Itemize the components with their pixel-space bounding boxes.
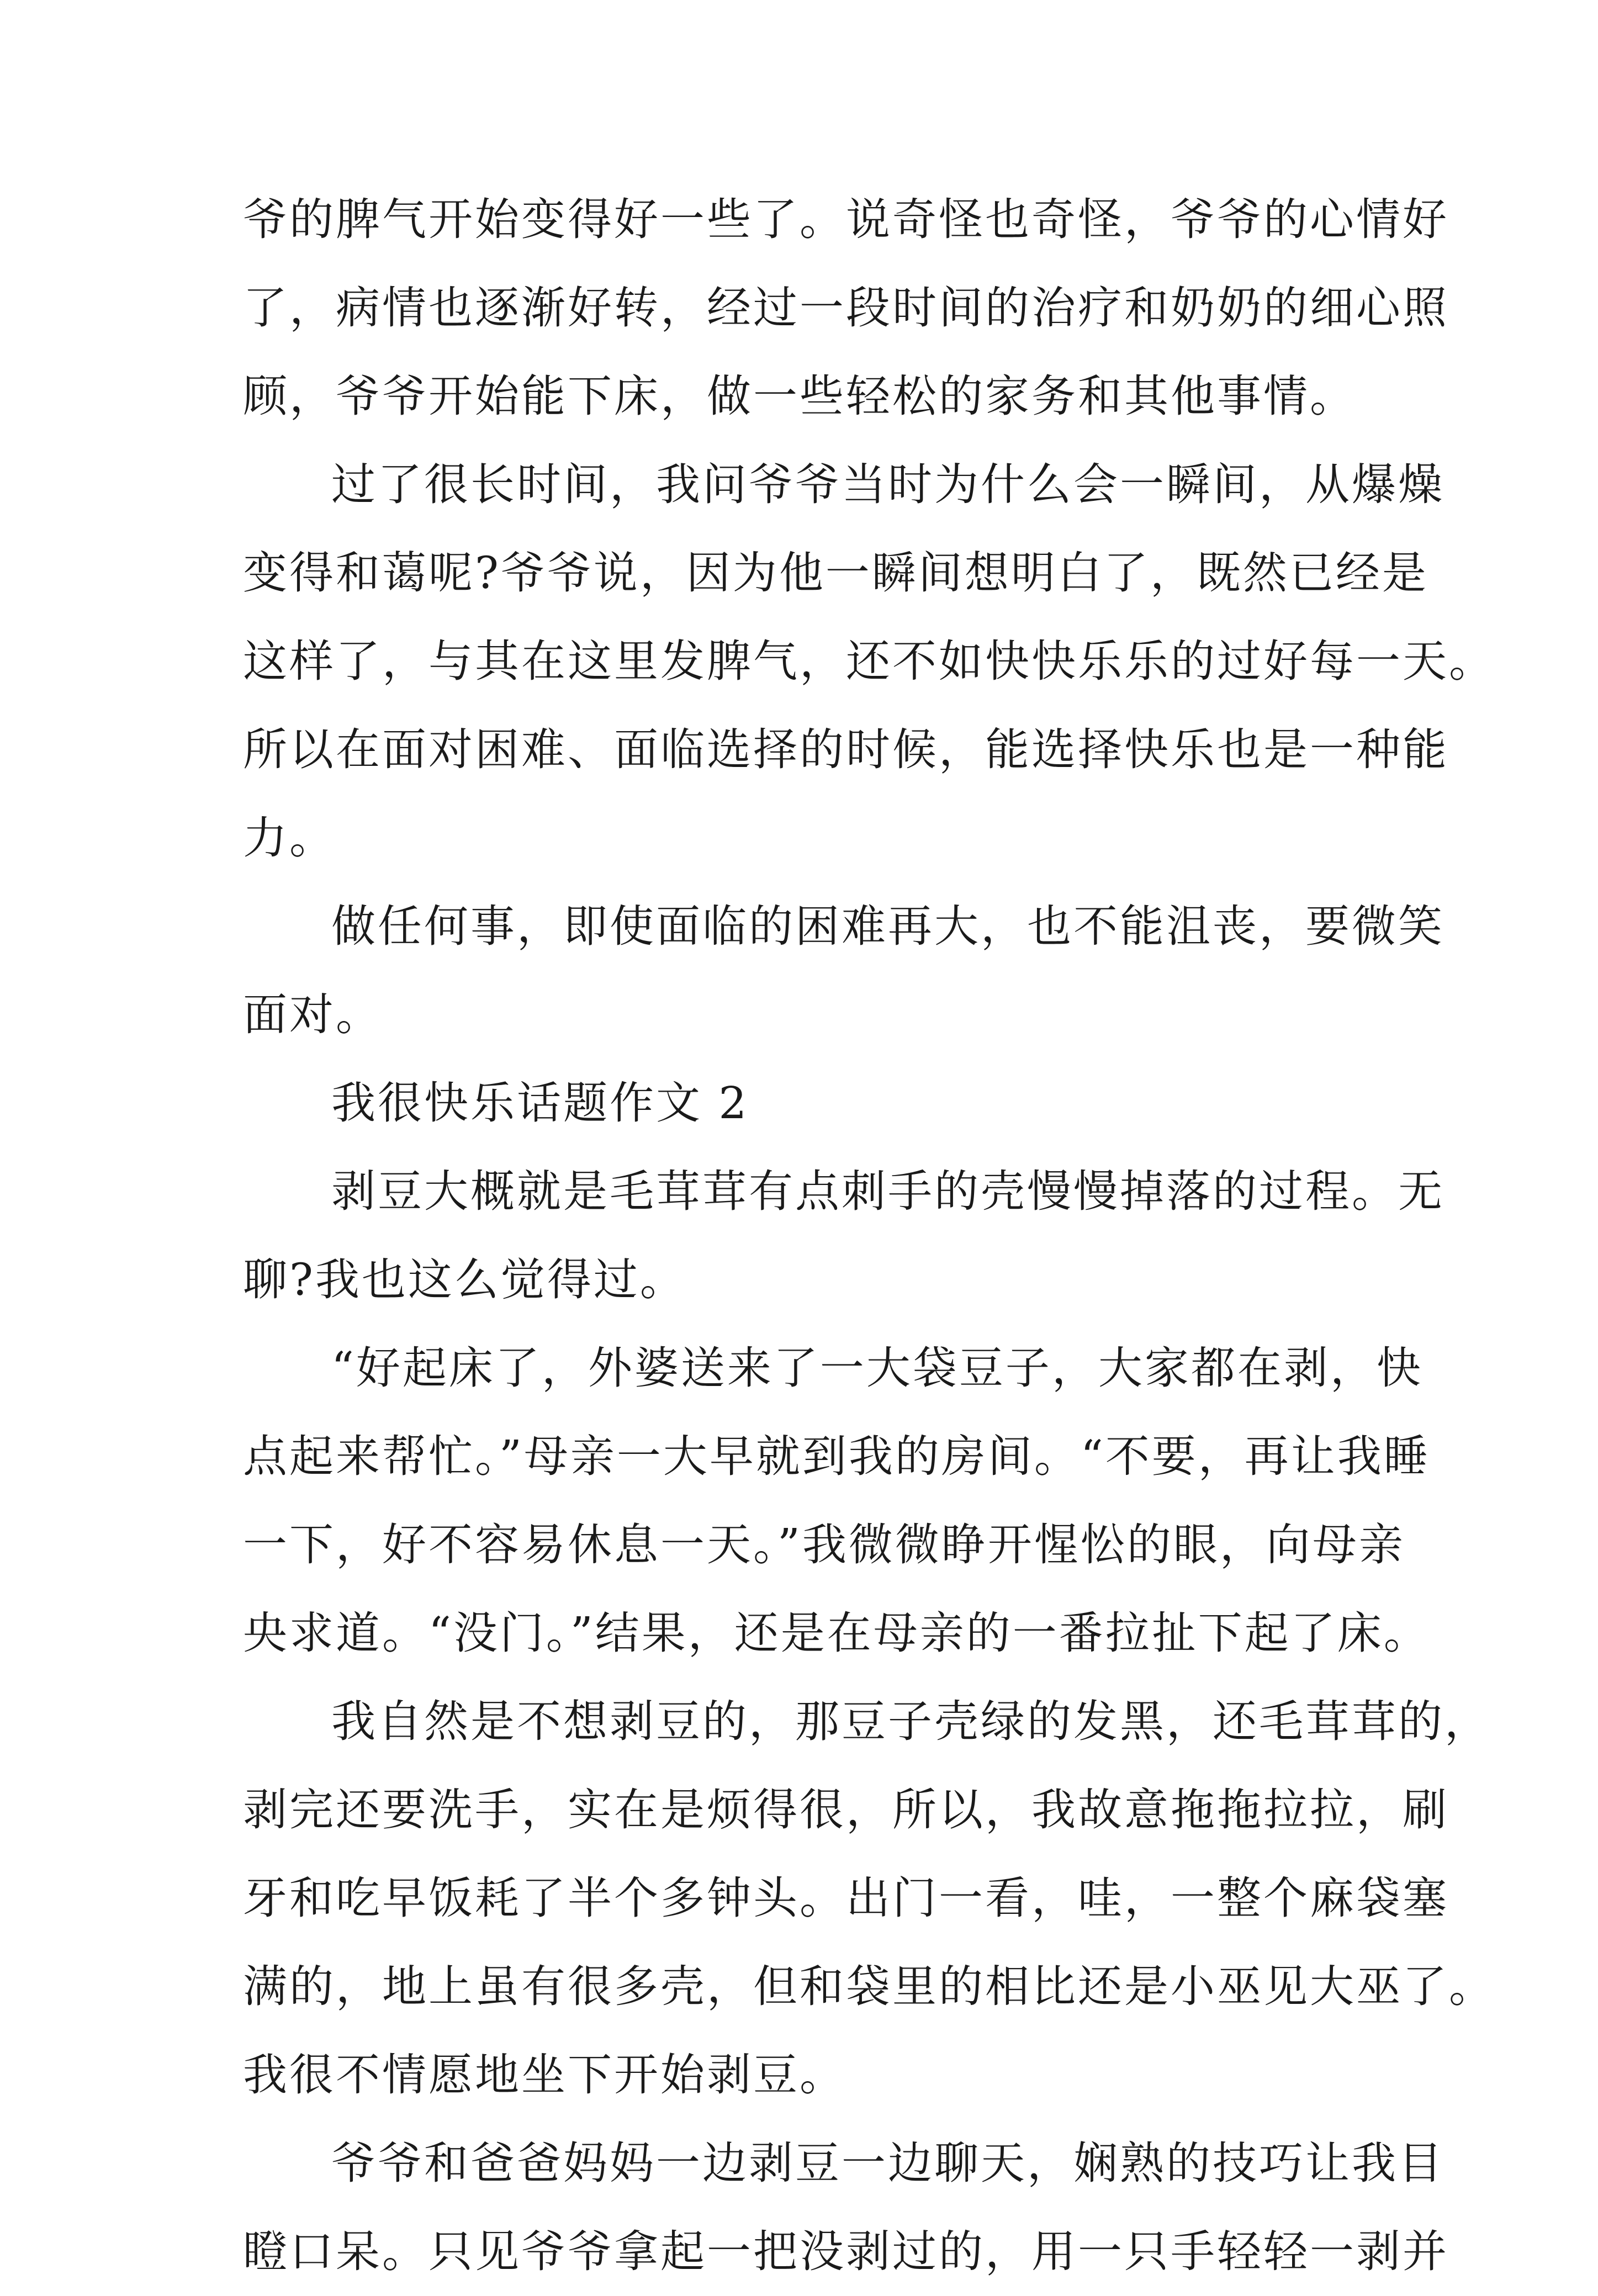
text-line: 这样了，与其在这里发脾气，还不如快快乐乐的过好每一天。: [243, 636, 1495, 687]
text-line: 我很不情愿地坐下开始剥豆。: [243, 2049, 846, 2101]
text-line: 所以在面对困难、面临选择的时候，能选择快乐也是一种能: [243, 724, 1449, 775]
paragraph-start-line: 过了很长时间，我问爷爷当时为什么会一瞬间，从爆燥: [331, 459, 1444, 510]
document-body: [243, 176, 1495, 2296]
text-line: 面对。: [243, 989, 382, 1040]
paragraph-start-line: 爷爷和爸爸妈妈一边剥豆一边聊天，娴熟的技巧让我目: [331, 2138, 1444, 2189]
text-line: 剥完还要洗手，实在是烦得很，所以，我故意拖拖拉拉，刷: [243, 1784, 1449, 1835]
paragraph-start-line: 做任何事，即使面临的困难再大，也不能沮丧，要微笑: [331, 901, 1444, 952]
paragraph-start-line: “好起床了，外婆送来了一大袋豆子，大家都在剥，快: [331, 1342, 1423, 1394]
text-line: 聊?我也这么觉得过。: [243, 1254, 686, 1305]
text-line: 一下，好不容易休息一天。”我微微睁开惺忪的眼，向母亲: [243, 1519, 1405, 1570]
text-line: 爷的脾气开始变得好一些了。说奇怪也奇怪，爷爷的心情好: [243, 194, 1449, 245]
text-line: 满的，地上虽有很多壳，但和袋里的相比还是小巫见大巫了。: [243, 1961, 1495, 2012]
text-line: 力。: [243, 812, 336, 864]
text-line: 顾，爷爷开始能下床，做一些轻松的家务和其他事情。: [243, 371, 1356, 422]
text-line: 瞪口呆。只见爷爷拿起一把没剥过的，用一只手轻轻一剥并: [243, 2226, 1449, 2277]
paragraph-start-line: 我自然是不想剥豆的，那豆子壳绿的发黑，还毛茸茸的，: [331, 1696, 1491, 1747]
paragraph-start-line: 剥豆大概就是毛茸茸有点刺手的壳慢慢掉落的过程。无: [331, 1166, 1444, 1217]
section-heading: 我很快乐话题作文 2: [331, 1077, 749, 1129]
text-line: 点起来帮忙。”母亲一大早就到我的房间。“不要，再让我睡: [243, 1431, 1430, 1482]
text-line: 变得和蔼呢?爷爷说，因为他一瞬间想明白了，既然已经是: [243, 547, 1428, 599]
text-line: 牙和吃早饭耗了半个多钟头。出门一看，哇，一整个麻袋塞: [243, 1872, 1449, 1924]
text-line: 央求道。“没门。”结果，还是在母亲的一番拉扯下起了床。: [243, 1607, 1430, 1659]
text-line: 了，病情也逐渐好转，经过一段时间的治疗和奶奶的细心照: [243, 282, 1449, 334]
